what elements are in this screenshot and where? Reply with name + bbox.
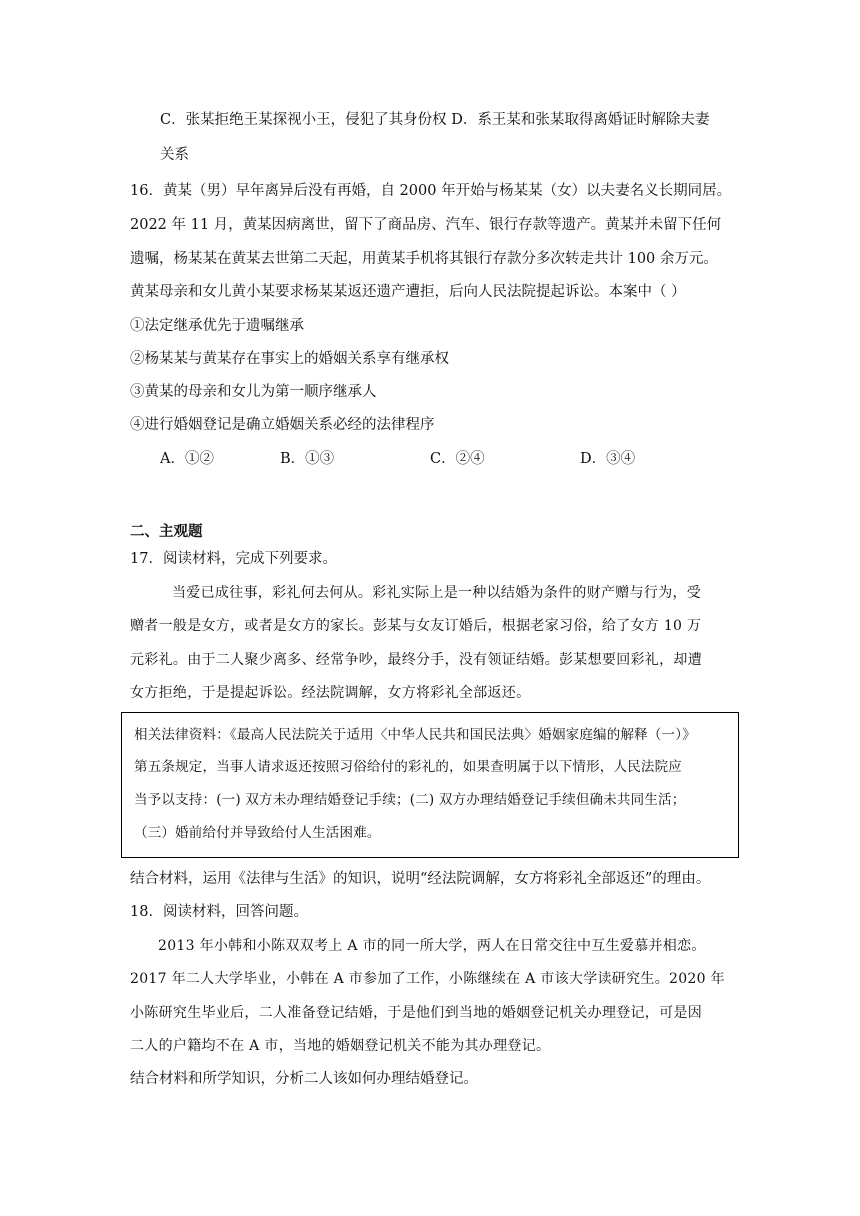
q17-material-line-4: 女方拒绝，于是提起诉讼。经法院调解，女方将彩礼全部返还。 [130,685,531,701]
q16-stem-line-4: 黄某母亲和女儿黄小某要求杨某某返还遗产遭拒，后向人民法院提起诉讼。本案中（ ） [130,284,686,300]
q17-material-line-3: 元彩礼。由于二人聚少离多、经常争吵，最终分手，没有领证结婚。彭某想要回彩礼，却遭 [130,652,702,668]
law-line-1: 相关法律资料：《最高人民法院关于适用〈中华人民共和国民法典〉婚姻家庭编的解释（一）》 [134,727,696,743]
law-line-4: （三）婚前给付并导致给付人生活困难。 [134,825,381,841]
q17-prompt: 17．阅读材料，完成下列要求。 [130,551,337,567]
q16-statement-2: ②杨某某与黄某存在事实上的婚姻关系享有继承权 [130,351,449,367]
section-heading: 二、主观题 [130,524,203,540]
q16-option-b: B．①③ [280,451,335,467]
q16-stem-line-3: 遗嘱，杨某某在黄某去世第二天起，用黄某手机将其银行存款分多次转走共计 100 余万元。 [130,251,718,267]
q18-question: 结合材料和所学知识，分析二人该如何办理结婚登记。 [130,1071,478,1087]
q17-question: 结合材料，运用《法律与生活》的知识，说明“经法院调解，女方将彩礼全部返还”的理由。 [130,871,711,887]
q16-option-c: C．②④ [430,451,485,467]
q16-option-a: A．①② [160,451,214,467]
q17-material-line-2: 赠者一般是女方，或者是女方的家长。彭某与女友订婚后，根据老家习俗，给了女方 10 万 [130,618,702,634]
q16-statement-3: ③黄某的母亲和女儿为第一顺序继承人 [130,384,377,400]
law-line-2: 第五条规定，当事人请求返还按照习俗给付的彩礼的，如果查明属于以下情形，人民法院应 [134,759,682,775]
law-excerpt-box [121,712,739,858]
q15-option-cd-line: C．张某拒绝王某探视小王，侵犯了其身份权 D．系王某和张某取得离婚证时解除夫妻 [160,112,710,128]
q16-statement-4: ④进行婚姻登记是确立婚姻关系必经的法律程序 [130,417,435,433]
q17-material-line-1: 当爱已成往事，彩礼何去何从。彩礼实际上是一种以结婚为条件的财产赠与行为，受 [172,585,702,601]
q18-material-line-4: 二人的户籍均不在 A 市，当地的婚姻登记机关不能为其办理登记。 [130,1038,551,1054]
q15-option-d-continuation: 关系 [160,147,189,163]
q18-material-line-1: 2013 年小韩和小陈双双考上 A 市的同一所大学，两人在日常交往中互生爱慕并相恋。 [158,938,706,954]
q18-prompt: 18．阅读材料，回答问题。 [130,904,308,920]
q16-stem-line-1: 16．黄某（男）早年离异后没有再婚，自 2000 年开始与杨某某（女）以夫妻名义长期同居。 [130,183,732,199]
q16-statement-1: ①法定继承优先于遗嘱继承 [130,318,304,334]
q16-stem-line-2: 2022 年 11 月，黄某因病离世，留下了商品房、汽车、银行存款等遗产。黄某并未留下任何 [130,217,722,233]
q16-option-d: D．③④ [580,451,636,467]
law-line-3: 当予以支持：(一) 双方未办理结婚登记手续；(二) 双方办理结婚登记手续但确未共同生活； [134,792,686,808]
q18-material-line-3: 小陈研究生毕业后，二人准备登记结婚，于是他们到当地的婚姻登记机关办理登记，可是因 [130,1005,702,1021]
q18-material-line-2: 2017 年二人大学毕业，小韩在 A 市参加了工作，小陈继续在 A 市该大学读研究生。2020 年 [130,971,725,987]
